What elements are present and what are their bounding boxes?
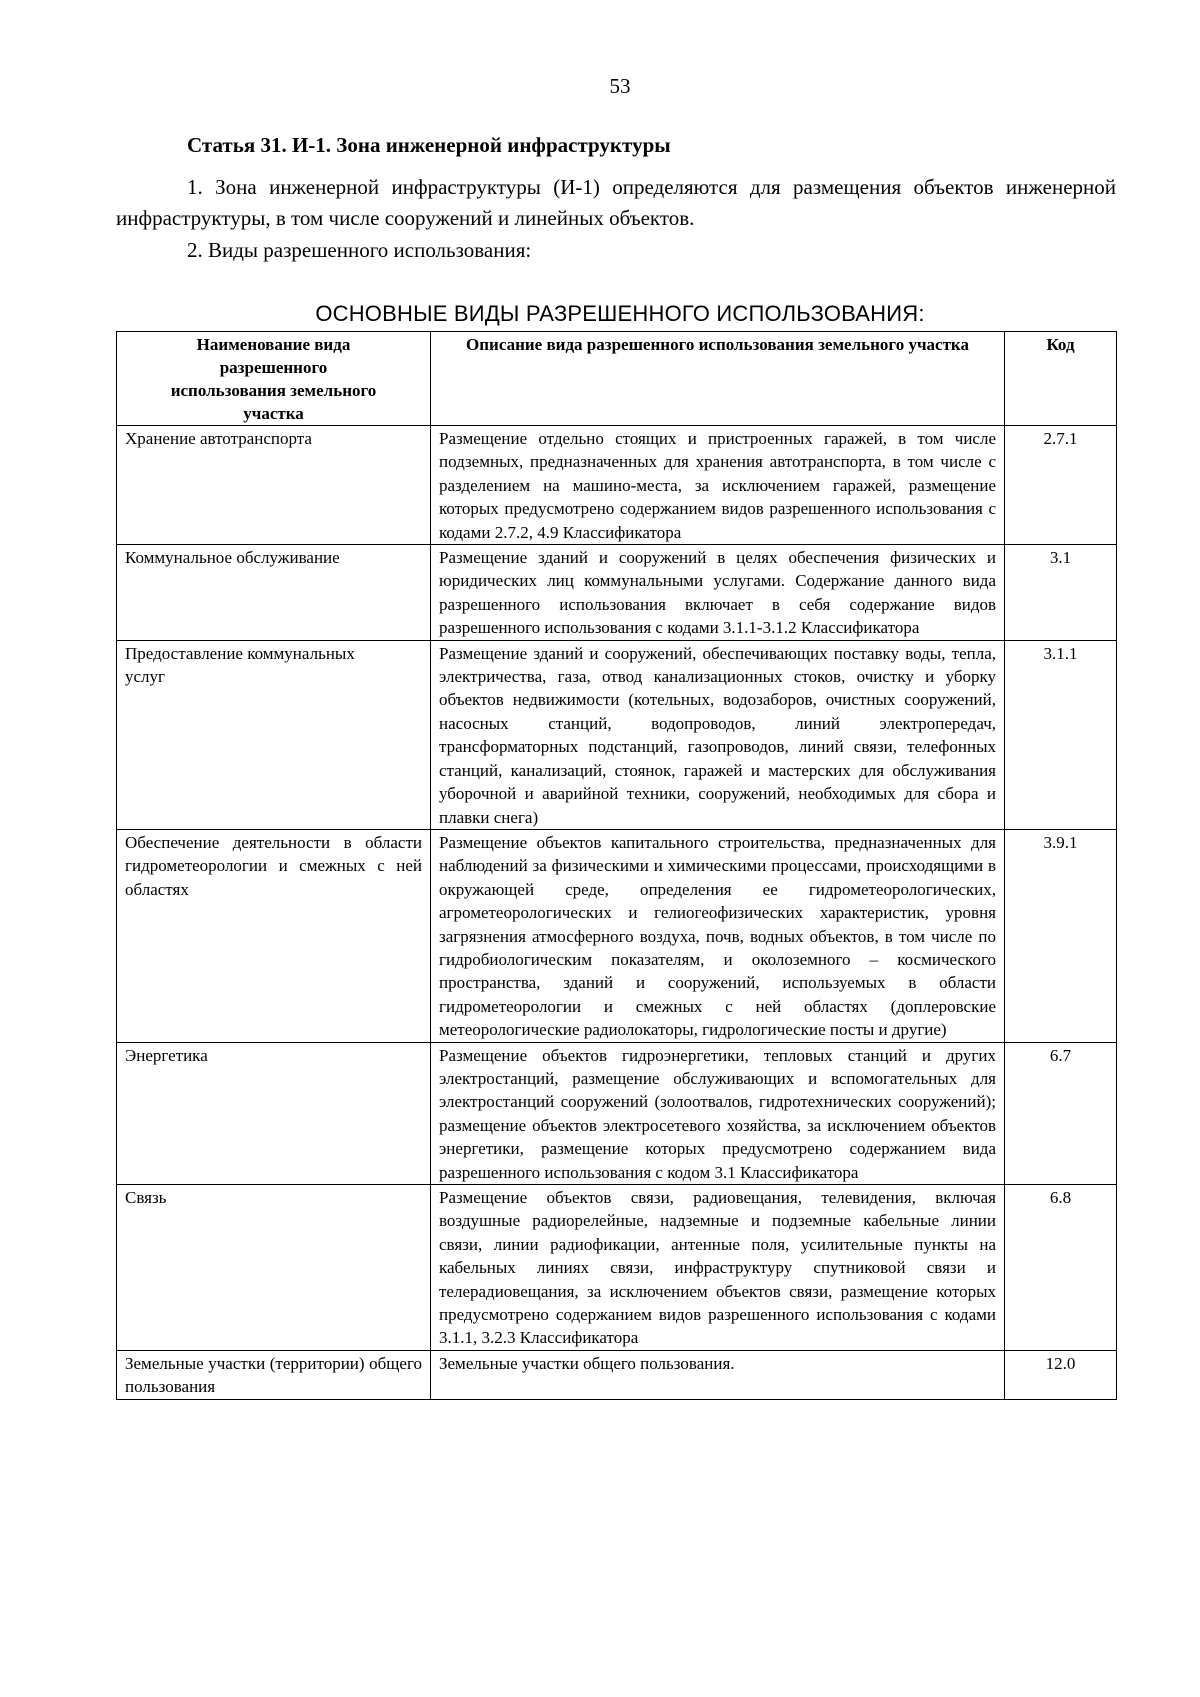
row-name: Обеспечение деятельности в области гидрометеорологии и смежных с ней областях — [117, 829, 431, 1042]
row-name: Хранение автотранспорта — [117, 426, 431, 545]
row-description: Размещение зданий и сооружений в целях обеспечения физических и юридических лиц коммунальными услугами. Содержание данного вида разрешенного использования включает в себя содержание видов разрешенного использования с кодами 3.1.1-3.1.2 Классификатора — [431, 545, 1005, 641]
row-description: Земельные участки общего пользования. — [431, 1350, 1005, 1399]
row-code: 12.0 — [1005, 1350, 1117, 1399]
row-name: Связь — [117, 1185, 431, 1351]
row-code: 3.1.1 — [1005, 640, 1117, 829]
header-description: Описание вида разрешенного использования земельного участка — [431, 332, 1005, 426]
row-name: Земельные участки (территории) общего пользования — [117, 1350, 431, 1399]
row-code: 2.7.1 — [1005, 426, 1117, 545]
paragraph-zone-definition: 1. Зона инженерной инфраструктуры (И-1) определяются для размещения объектов инженерной инфраструктуры, в том числе сооружений и линейных объектов. — [116, 175, 1116, 230]
row-name: Предоставление коммунальных услуг — [117, 640, 431, 829]
page-number: 53 — [609, 74, 631, 98]
article-title: Статья 31. И-1. Зона инженерной инфраструктуры — [187, 133, 671, 157]
row-description: Размещение зданий и сооружений, обеспечивающих поставку воды, тепла, электричества, газа, отвод канализационных стоков, очистку и уборку объектов недвижимости (котельных, водозаборов, очистных сооружений, насосных станций, водопроводов, линий электропередач, трансформаторных подстанций, газопроводов, линий связи, телефонных станций, канализаций, стоянок, гаражей и мастерских для обслуживания уборочной и аварийной техники, сооружений, необходимых для сбора и плавки снега) — [431, 640, 1005, 829]
row-name: Энергетика — [117, 1042, 431, 1184]
row-description: Размещение объектов связи, радиовещания, телевидения, включая воздушные радиорелейные, надземные и подземные кабельные линии связи, линии радиофикации, антенные поля, усилительные пункты на кабельных линиях связи, инфраструктуру спутниковой связи и телерадиовещания, за исключением объектов связи, размещение которых предусмотрено содержанием видов разрешенного использования с кодами 3.1.1, 3.2.3 Классификатора — [431, 1185, 1005, 1351]
row-description: Размещение объектов гидроэнергетики, тепловых станций и других электростанций, размещение обслуживающих и вспомогательных для электростанций сооружений (золоотвалов, гидротехнических сооружений); размещение объектов электросетевого хозяйства, за исключением объектов энергетики, размещение которых предусмотрено содержанием вида разрешенного использования с кодом 3.1 Классификатора — [431, 1042, 1005, 1184]
row-code: 3.1 — [1005, 545, 1117, 641]
row-name: Коммунальное обслуживание — [117, 545, 431, 641]
header-name: Наименование вида разрешенного использования земельного участка — [117, 332, 431, 426]
header-code: Код — [1005, 332, 1117, 426]
row-code: 6.7 — [1005, 1042, 1117, 1184]
table-row — [117, 426, 1117, 545]
paragraph-permitted-uses: 2. Виды разрешенного использования: — [187, 238, 532, 262]
row-code: 6.8 — [1005, 1185, 1117, 1351]
row-code: 3.9.1 — [1005, 829, 1117, 1042]
table-row — [117, 829, 1117, 1042]
row-description: Размещение отдельно стоящих и пристроенных гаражей, в том числе подземных, предназначенных для хранения автотранспорта, в том числе с разделением на машино-места, за исключением гаражей, размещение которых предусмотрено содержанием видов разрешенного использования с кодами 2.7.2, 4.9 Классификатора — [431, 426, 1005, 545]
table-row — [117, 1042, 1117, 1184]
table-row — [117, 545, 1117, 641]
table-caption: ОСНОВНЫЕ ВИДЫ РАЗРЕШЕННОГО ИСПОЛЬЗОВАНИЯ: — [315, 301, 925, 326]
row-description: Размещение объектов капитального строительства, предназначенных для наблюдений за физическими и химическими процессами, происходящими в окружающей среде, определения ее гидрометеорологических, агрометеорологических и гелиогеофизических характеристик, уровня загрязнения атмосферного воздуха, почв, водных объектов, в том числе по гидробиологическим показателям, и околоземного – космического пространства, зданий и сооружений, используемых в области гидрометеорологии и смежных с ней областях (доплеровские метеорологические радиолокаторы, гидрологические посты и другие) — [431, 829, 1005, 1042]
table-header-row — [117, 332, 1117, 426]
table-row — [117, 1185, 1117, 1351]
permitted-uses-table — [116, 331, 1117, 1400]
table-row — [117, 640, 1117, 829]
table-row — [117, 1350, 1117, 1399]
